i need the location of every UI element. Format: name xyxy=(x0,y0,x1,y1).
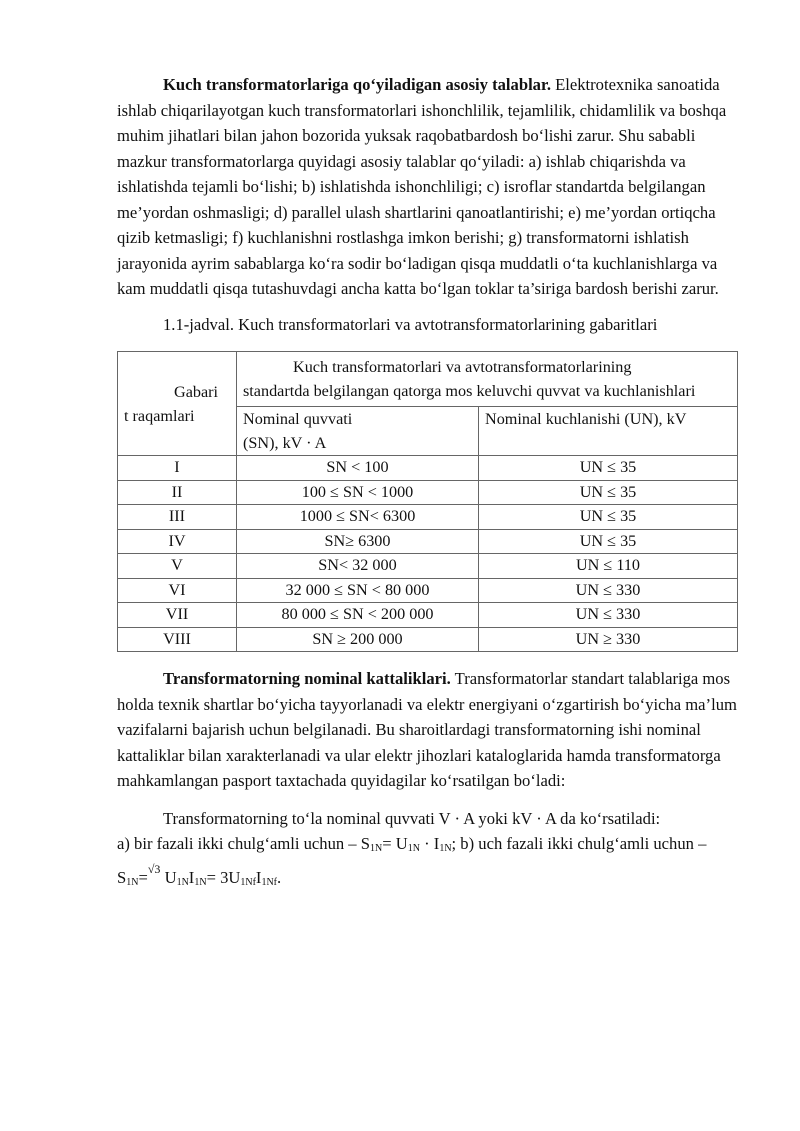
nominal-values-heading: Transformatorning nominal kattaliklari. xyxy=(163,669,451,688)
power-voltage-group-header: Kuch transformatorlari va avtotransformatorlarining standartda belgilangan qatorga mos keluvchi quvvat va kuchlanishlari xyxy=(237,352,738,407)
gabarit-table xyxy=(117,351,738,652)
requirements-body: Elektrotexnika sanoatida ishlab chiqarilayotgan kuch transformatorlari ishonchlilik, tejamlilik, chidamlilik va boshqa muhim jihatlari bilan jahon bozorida yuksak raqobatbardosh bo‘lishi zarur. Shu sababli mazkur transformatorlarga quyidagi asosiy talablar qo‘yiladi: a) ishlab chiqarishda va ishlatishda tejamli bo‘lishi; b) ishlatishda ishonchliligi; c) isroflar standartda belgilangan me’yordan oshmasligi; d) parallel ulash shartlarini qanoatlantirishi; e) me’yordan ortiqcha qizib ketmasligi; f) kuchlanishni rostlashga imkon berishi; g) transformatorni ishlatish jarayonida ayrim sabablarga ko‘ra sodir bo‘ladigan qisqa muddatli o‘ta kuchlanishlarga va kam muddatli qisqa tutashuvdagi ancha katta bo‘lgan toklar ta’siriga bardosh berishi zarur. xyxy=(117,75,727,298)
table-row: IV SN≥ 6300 UN ≤ 35 xyxy=(118,529,738,554)
table-row: I SN < 100 UN ≤ 35 xyxy=(118,456,738,481)
nominal-values-paragraph xyxy=(117,666,737,794)
requirements-heading: Kuch transformatorlariga qo‘yiladigan asosiy talablar. xyxy=(163,75,551,94)
requirements-paragraph xyxy=(117,72,737,302)
nominal-power-header: Nominal quvvati (SN), kV · A xyxy=(237,407,479,456)
nominal-voltage-header: Nominal kuchlanishi (UN), kV xyxy=(479,407,738,456)
nominal-values-body: Transformatorlar standart talablariga mos holda texnik shartlar bo‘yicha tayyorlanadi va elektr energiyani o‘zgartirish bo‘yicha ma’lum vazifalarni bajarish uchun belgilanadi. Bu sharoitlardagi transformatorning ishi nominal kattaliklar bilan xarakterlanadi va ular elektr jihozlari kataloglarida hamda transformatorga mahkamlangan pasport taxtachada quyidagilar ko‘rsatilgan bo‘ladi: xyxy=(117,669,737,790)
table-caption: 1.1-jadval. Kuch transformatorlari va avtotransformatorlarining gabaritlari xyxy=(163,314,658,334)
table-row: V SN< 32 000 UN ≤ 110 xyxy=(118,554,738,579)
table-row: VIII SN ≥ 200 000 UN ≥ 330 xyxy=(118,627,738,652)
power-formula-lines: a) bir fazali ikki chulg‘amli uchun – $S_{1N}= U_{1N} \cdot I_{1N}$; b) uch fazali ikki chulg‘amli uchun – $S_{1N}=^{√3}$ $U_{1N}I_{1N}= 3U_{1Nf}I_{1Nf}$. xyxy=(117,834,707,888)
sqrt-three: √3 xyxy=(147,861,161,876)
table-row: VI 32 000 ≤ SN < 80 000 UN ≤ 330 xyxy=(118,578,738,603)
document-page xyxy=(117,72,737,890)
table-row: II 100 ≤ SN < 1000 UN ≤ 35 xyxy=(118,480,738,505)
table-row: VII 80 000 ≤ SN < 200 000 UN ≤ 330 xyxy=(118,603,738,628)
power-formula-paragraph: Transformatorning to‘la nominal quvvati V · A yoki kV · A da ko‘rsatiladi: xyxy=(163,808,661,828)
gabarit-number-header: Gabari t raqamlari xyxy=(118,352,237,456)
table-row: III 1000 ≤ SN< 6300 UN ≤ 35 xyxy=(118,505,738,530)
